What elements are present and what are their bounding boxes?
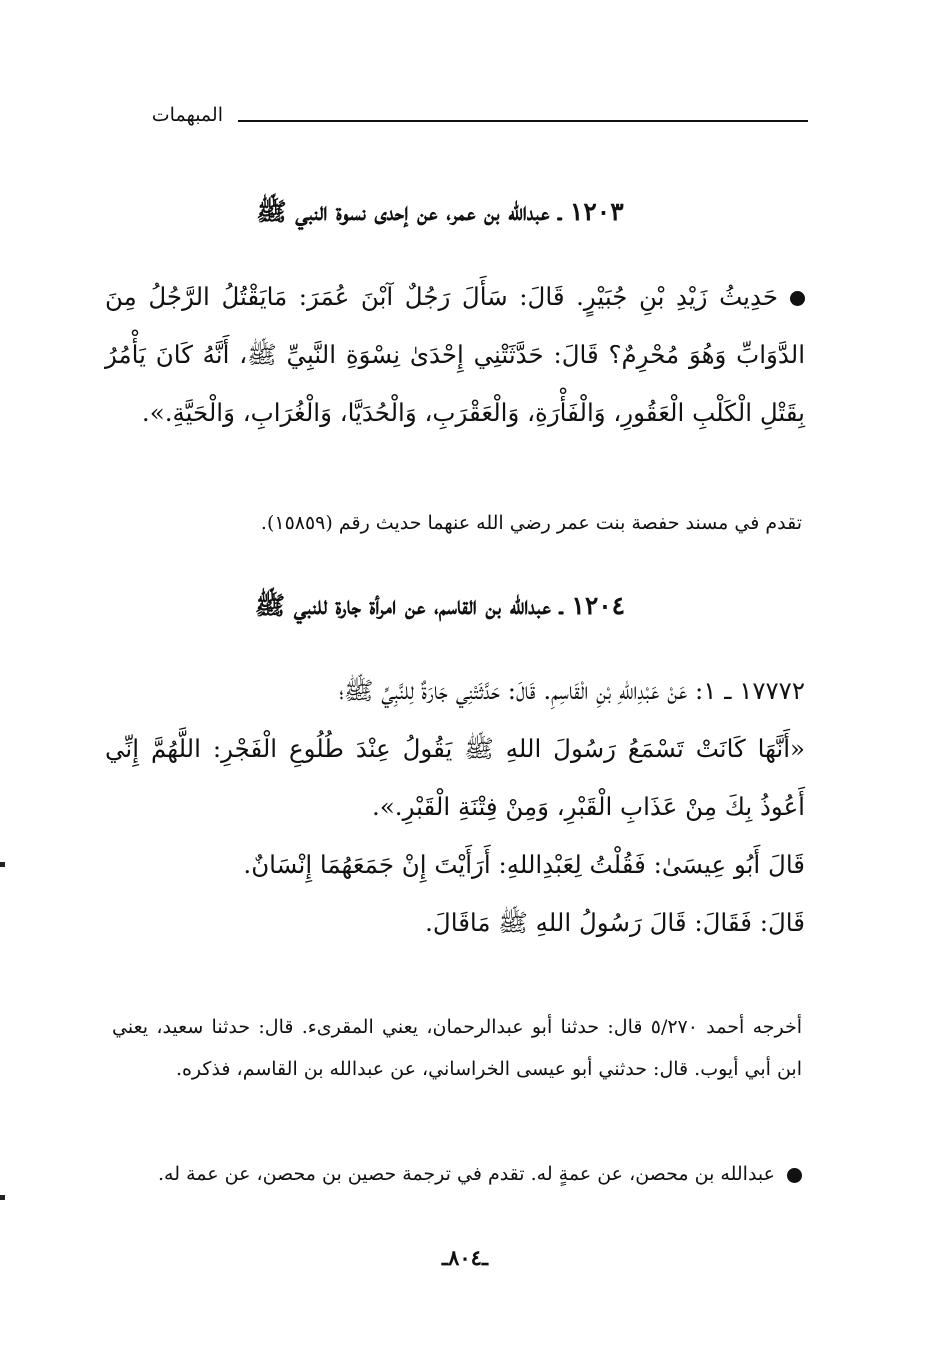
hadith-line: «أَنَّهَا كَانَتْ تَسْمَعُ رَسُولَ اللهِ ﷺ يَقُولُ عِنْدَ طُلُوعِ الْفَجْرِ: اللَّهُمَّ إِنِّي أَعُوذُ بِكَ مِنْ عَذَابِ الْقَبْرِ، وَمِنْ فِتْنَةِ الْقَبْرِ.». xyxy=(105,734,805,821)
page-number: ـ٨٠٤ـ xyxy=(441,1245,489,1270)
bullet-icon xyxy=(790,291,805,306)
running-head-title: المبهمات xyxy=(151,104,223,126)
margin-mark xyxy=(0,862,5,867)
note-1203: تقدم في مسند حفصة بنت عمر رضي الله عنهما حديث رقم (١٥٨٥٩). xyxy=(260,512,802,534)
hadith-text-17772 xyxy=(105,662,805,952)
note-17772-source: أخرجه أحمد ٥/٢٧٠ قال: حدثنا أبو عبدالرحمان، يعني المقرىء. قال: حدثنا سعيد، يعني ابن أبي أيوب. قال: حدثني أبو عيسى الخراساني، عن عبدالله بن القاسم، فذكره. xyxy=(112,1016,803,1080)
section-heading-1204: ١٢٠٤ ـ عبدالله بن القاسم، عن امرأة جارة للنبي ﷺ xyxy=(254,591,626,620)
closing-note-text: عبدالله بن محصن، عن عمةٍ له. تقدم في ترجمة حصين بن محصن، عن عمة له. xyxy=(158,1163,775,1185)
closing-note xyxy=(112,1150,802,1198)
running-head xyxy=(148,100,808,134)
hadith-line: قَالَ: فَقَالَ: قَالَ رَسُولُ اللهِ ﷺ مَاقَالَ. xyxy=(425,908,805,937)
hadith-text-1203 xyxy=(105,268,805,442)
header-rule xyxy=(238,120,808,122)
bullet-icon xyxy=(787,1168,802,1183)
hadith-body-1203: حَدِيثُ زَيْدِ بْنِ جُبَيْرٍ. قَالَ: سَأَلَ رَجُلٌ آبْنَ عُمَرَ: مَايَقْتُلُ الرَّجُلُ مِنَ الدَّوَابِّ وَهُوَ مُحْرِمٌ؟ قَالَ: حَدَّثَتْنِي إِحْدَىٰ نِسْوَةِ النَّبِيِّ ﷺ، أَنَّهُ كَانَ يَأْمُرُ بِقَتْلِ الْكَلْبِ الْعَقُورِ، وَالْفَأْرَةِ، وَالْعَقْرَبِ، وَالْحُدَيَّا، وَالْغُرَابِ، وَالْحَيَّةِ.». xyxy=(105,282,805,427)
hadith-line: ١٧٧٧٢ ـ ١: عَنْ عَبْدِاللهِ بْنِ الْقَاسِمِ. قَالَ: حَدَّثَتْنِي جَارَةٌ لِلنَّبِيِّ ﷺ؛ xyxy=(338,676,805,705)
section-heading-1203: ١٢٠٣ ـ عبدالله بن عمر، عن إحدى نسوة النبي ﷺ xyxy=(256,197,624,226)
hadith-line: قَالَ أَبُو عِيسَىٰ: فَقُلْتُ لِعَبْدِاللهِ: أَرَأَيْتَ إِنْ جَمَعَهُمَا إِنْسَانٌ. xyxy=(243,850,805,879)
margin-mark xyxy=(0,1195,5,1200)
